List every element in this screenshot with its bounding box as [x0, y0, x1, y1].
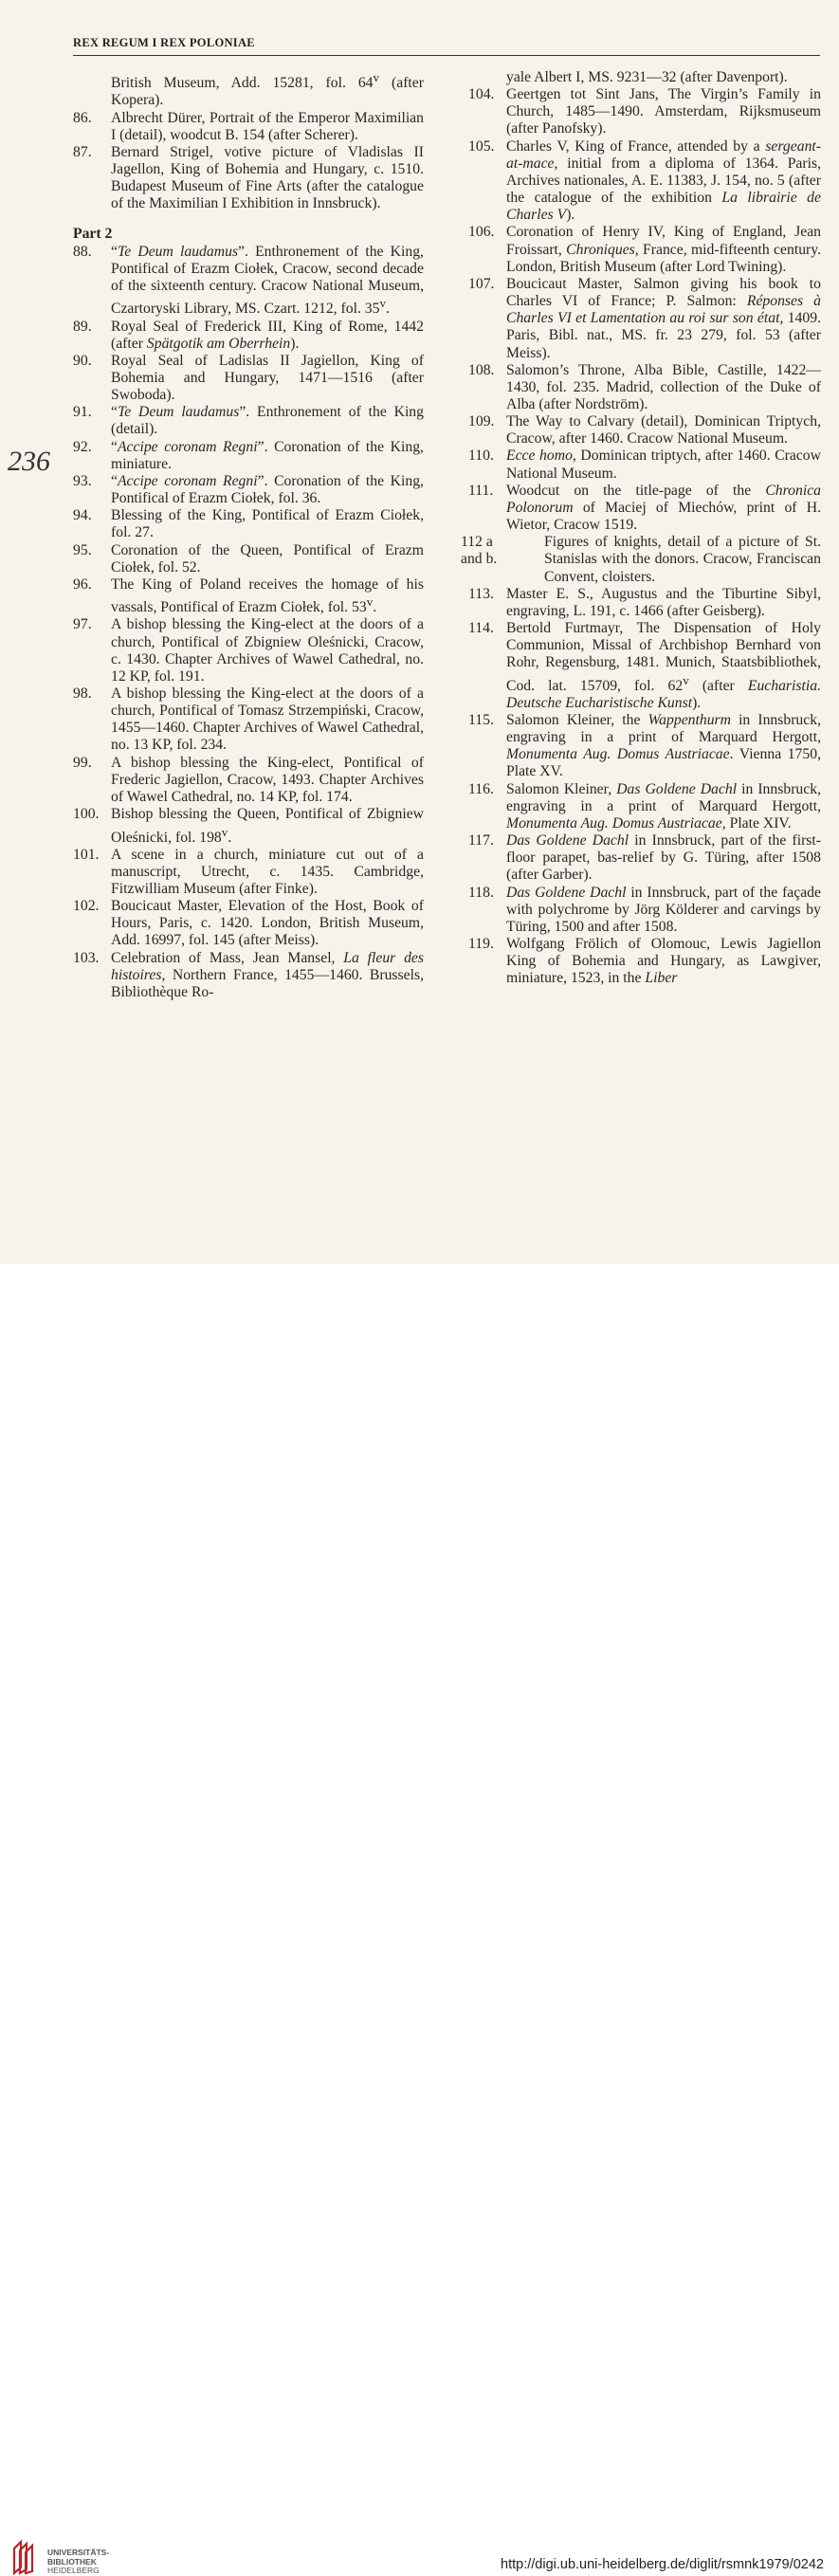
item-text: Salomon Kleiner, the Wappenthurm in Innsbruck, engraving in a print of Marquard Hergott, Monumenta Aug. Domus Austriacae. Vienna 1750, Plate XV. — [506, 712, 822, 780]
item-number: 101. — [73, 846, 100, 863]
item-text: A scene in a church, miniature cut out of a manuscript, Utrecht, c. 1435. Cambridge, Fitzwilliam Museum (after Finke). — [111, 846, 424, 897]
list-item — [468, 832, 821, 884]
item-text: Master E. S., Augustus and the Tiburtine Sibyl, engraving, L. 191, c. 1466 (after Geisberg). — [506, 585, 821, 619]
list-item — [468, 483, 821, 534]
list-item — [73, 898, 424, 949]
library-name-line1: UNIVERSITÄTS- — [47, 2548, 110, 2557]
item-number: 112 a and b. — [461, 534, 498, 568]
item-number: 95. — [73, 541, 92, 558]
item-text: A bishop blessing the King-elect, Pontifical of Frederic Jagiellon, Cracow, 1493. Chapter Archives of Wawel Cathedral, no. 14 KP, fol. 174. — [111, 754, 424, 805]
list-item — [468, 448, 821, 482]
list-item — [73, 69, 424, 110]
item-number: 86. — [73, 109, 92, 126]
list-item — [73, 439, 424, 473]
item-text: The King of Poland receives the homage of his vassals, Pontifical of Erazm Ciołek, fol. 53$^v$. — [111, 575, 424, 616]
item-number: 115. — [468, 712, 494, 729]
item-text: Coronation of the Queen, Pontifical of Erazm Ciołek, fol. 52. — [111, 541, 424, 575]
list-item — [73, 144, 424, 213]
item-number: 108. — [468, 361, 495, 378]
item-number: 100. — [73, 806, 100, 823]
item-number: 98. — [73, 685, 92, 703]
list-item — [468, 86, 821, 137]
item-number: 113. — [468, 585, 494, 602]
item-text: Wolfgang Frölich of Olomouc, Lewis Jagiellon King of Bohemia and Hungary, as Lawgiver, miniature, 1523, in the Liber — [506, 936, 821, 987]
viewer-footer — [0, 1264, 839, 2575]
item-text: Ecce homo, Dominican triptych, after 1460. Cracow National Museum. — [506, 448, 821, 482]
item-text: Royal Seal of Frederick III, King of Rome, 1442 (after Spätgotik am Oberrhein). — [111, 318, 424, 352]
item-text: Geertgen tot Sint Jans, The Virgin’s Family in Church, 1485—1490. Amsterdam, Rijksmuseum (after Panofsky). — [506, 86, 821, 137]
list-item — [468, 620, 821, 712]
item-number: 119. — [468, 936, 494, 953]
item-number: 118. — [468, 884, 494, 901]
item-number: 92. — [73, 438, 92, 455]
item-text: “Accipe coronam Regni”. Coronation of the King, Pontifical of Erazm Ciołek, fol. 36. — [111, 472, 424, 507]
list-item — [468, 712, 821, 781]
item-text: “Te Deum laudamus”. Enthronement of the King, Pontifical of Erazm Ciołek, Cracow, second decade of the sixteenth century. Cracow National Museum, Czartoryski Library, MS. Czart. 1212, fol. 35$^v$. — [111, 243, 424, 318]
library-name-line3: HEIDELBERG — [47, 2566, 100, 2575]
item-number: 99. — [73, 754, 92, 771]
book-page — [0, 0, 839, 1264]
item-number: 110. — [468, 448, 494, 465]
item-text: Figures of knights, detail of a picture of St. Stanislas with the donors. Cracow, Franciscan Convent, cloisters. — [544, 534, 821, 585]
list-item — [468, 781, 821, 832]
list-item — [73, 542, 424, 576]
item-text: Bishop blessing the Queen, Pontifical of Zbigniew Oleśnicki, fol. 198$^v$. — [111, 806, 424, 846]
item-text: Coronation of Henry IV, King of England, Jean Froissart, Chroniques, France, mid-fifteenth century. London, British Museum (after Lord Twining). — [506, 224, 822, 275]
item-text: Bernard Strigel, votive picture of Vladislas II Jagellon, King of Bohemia and Hungary, c. 1510. Budapest Museum of Fine Arts (after the catalogue of the Maximilian I Exhibition in Innsbruck). — [111, 143, 424, 212]
item-number: 103. — [73, 949, 100, 966]
item-text: Royal Seal of Ladislas II Jagiellon, King of Bohemia and Hungary, 1471—1516 (after Swoboda). — [111, 352, 424, 404]
university-library-logo-icon[interactable] — [11, 2539, 36, 2575]
item-number: 114. — [468, 620, 494, 636]
header-rule — [73, 55, 820, 56]
item-text: Woodcut on the title-page of the Chronica Polonorum of Maciej of Miechów, print of H. Wietor, Cracow 1519. — [506, 482, 821, 534]
item-number: 90. — [73, 352, 92, 369]
list-item — [73, 685, 424, 755]
item-number: 105. — [468, 137, 495, 155]
item-number: 93. — [73, 472, 92, 489]
item-text: Celebration of Mass, Jean Mansel, La fleur des histoires, Northern France, 1455—1460. Brussels, Bibliothèque Ro- — [111, 949, 424, 1000]
item-text: yale Albert I, MS. 9231—32 (after Davenport). — [506, 69, 788, 85]
item-number: 107. — [468, 275, 495, 292]
item-text: Salomon Kleiner, Das Goldene Dachl in Innsbruck, engraving in a print of Marquard Hergott, Monumenta Aug. Domus Austriacae, Plate XIV. — [506, 780, 821, 831]
item-number: 104. — [468, 86, 495, 103]
left-column — [73, 69, 424, 1001]
item-number: 94. — [73, 507, 92, 524]
item-number: 97. — [73, 616, 92, 633]
list-item — [73, 806, 424, 847]
page-number: 236 — [8, 446, 50, 477]
item-text: British Museum, Add. 15281, fol. 64$^v$ (after Kopera). — [111, 70, 424, 109]
list-item — [73, 244, 424, 319]
list-item — [468, 69, 821, 86]
item-number: 96. — [73, 575, 92, 593]
item-number: 117. — [468, 832, 494, 850]
item-text: Salomon’s Throne, Alba Bible, Castille, 1422—1430, fol. 235. Madrid, collection of the Duke of Alba (after Nordström). — [506, 361, 821, 412]
item-text: The Way to Calvary (detail), Dominican Triptych, Cracow, after 1460. Cracow National Museum. — [506, 413, 821, 448]
item-text: “Accipe coronam Regni”. Coronation of the King, miniature. — [111, 438, 424, 472]
list-item — [73, 576, 424, 617]
item-text: Bertold Furtmayr, The Dispensation of Holy Communion, Missal of Archbishop Bernhard von Rohr, Regensburg, 1481. Munich, Staatsbibliothek, Cod. lat. 15709, fol. 62$^v$ (after Eucharistia. Deutsche Eucharistische Kunst). — [506, 620, 821, 711]
item-text: A bishop blessing the King-elect at the doors of a church, Pontifical of Tomasz Strzempiński, Cracow, 1455—1460. Chapter Archives of Wawel Cathedral, no. 13 KP, fol. 234. — [111, 685, 424, 754]
item-text: Charles V, King of France, attended by a sergeant-at-mace, initial from a diploma of 1364. Paris, Archives nationales, A. E. 11383, J. 154, no. 5 (after the catalogue of the exhibition La librairie de Charles V). — [506, 137, 821, 224]
item-text: “Te Deum laudamus”. Enthronement of the King (detail). — [111, 404, 424, 438]
list-item — [461, 534, 821, 585]
list-item — [468, 276, 821, 362]
right-column — [461, 69, 822, 988]
list-item — [468, 936, 821, 987]
list-item — [468, 586, 821, 620]
item-text: Blessing of the King, Pontifical of Erazm Ciołek, fol. 27. — [111, 507, 424, 541]
item-number: 116. — [468, 780, 494, 797]
item-number: 106. — [468, 224, 495, 241]
running-head: REX REGUM I REX POLONIAE — [73, 36, 255, 49]
list-item — [73, 847, 424, 898]
item-number: 111. — [468, 482, 494, 499]
list-item — [73, 507, 424, 541]
library-name[interactable] — [47, 2549, 109, 2576]
item-number: 109. — [468, 413, 495, 430]
list-item — [468, 362, 821, 413]
list-item — [73, 404, 424, 438]
list-item — [73, 616, 424, 685]
library-name-line2: BIBLIOTHEK — [47, 2556, 97, 2567]
list-item — [73, 950, 424, 1001]
list-item — [468, 885, 821, 936]
item-text: Das Goldene Dachl in Innsbruck, part of the façade with polychrome by Jörg Kölderer and carvings by Türing, 1500 and after 1508. — [506, 884, 821, 935]
list-item — [73, 755, 424, 806]
list-item — [73, 110, 424, 144]
permalink-url[interactable]: http://digi.ub.uni-heidelberg.de/diglit/rsmnk1979/0242 — [501, 2557, 824, 2572]
part-heading: Part 2 — [73, 226, 113, 243]
item-text: Das Goldene Dachl in Innsbruck, part of the first-floor parapet, bas-relief by G. Türing, after 1508 (after Garber). — [506, 832, 821, 884]
list-item — [73, 353, 424, 404]
item-number: 87. — [73, 143, 92, 160]
item-number: 102. — [73, 898, 100, 915]
list-item — [468, 224, 821, 275]
list-item — [73, 319, 424, 353]
item-number: 91. — [73, 404, 92, 421]
list-item — [468, 138, 821, 225]
item-text: Boucicaut Master, Salmon giving his book to Charles VI of France; P. Salmon: Réponses à Charles VI et Lamentation au roi sur son état, 1409. Paris, Bibl. nat., MS. fr. 23 279, fol. 53 (after Meiss). — [506, 275, 822, 361]
item-number: 89. — [73, 318, 92, 335]
item-number: 88. — [73, 243, 92, 260]
item-text: Albrecht Dürer, Portrait of the Emperor Maximilian I (detail), woodcut B. 154 (after Scherer). — [111, 109, 424, 143]
list-item — [73, 473, 424, 507]
item-text: A bishop blessing the King-elect at the doors of a church, Pontifical of Zbigniew Oleśnicki, Cracow, c. 1430. Chapter Archives of Wawel Cathedral, no. 12 KP, fol. 191. — [111, 616, 424, 685]
list-item — [468, 413, 821, 448]
item-text: Boucicaut Master, Elevation of the Host, Book of Hours, Paris, c. 1420. London, British Museum, Add. 16997, fol. 145 (after Meiss). — [111, 898, 424, 949]
